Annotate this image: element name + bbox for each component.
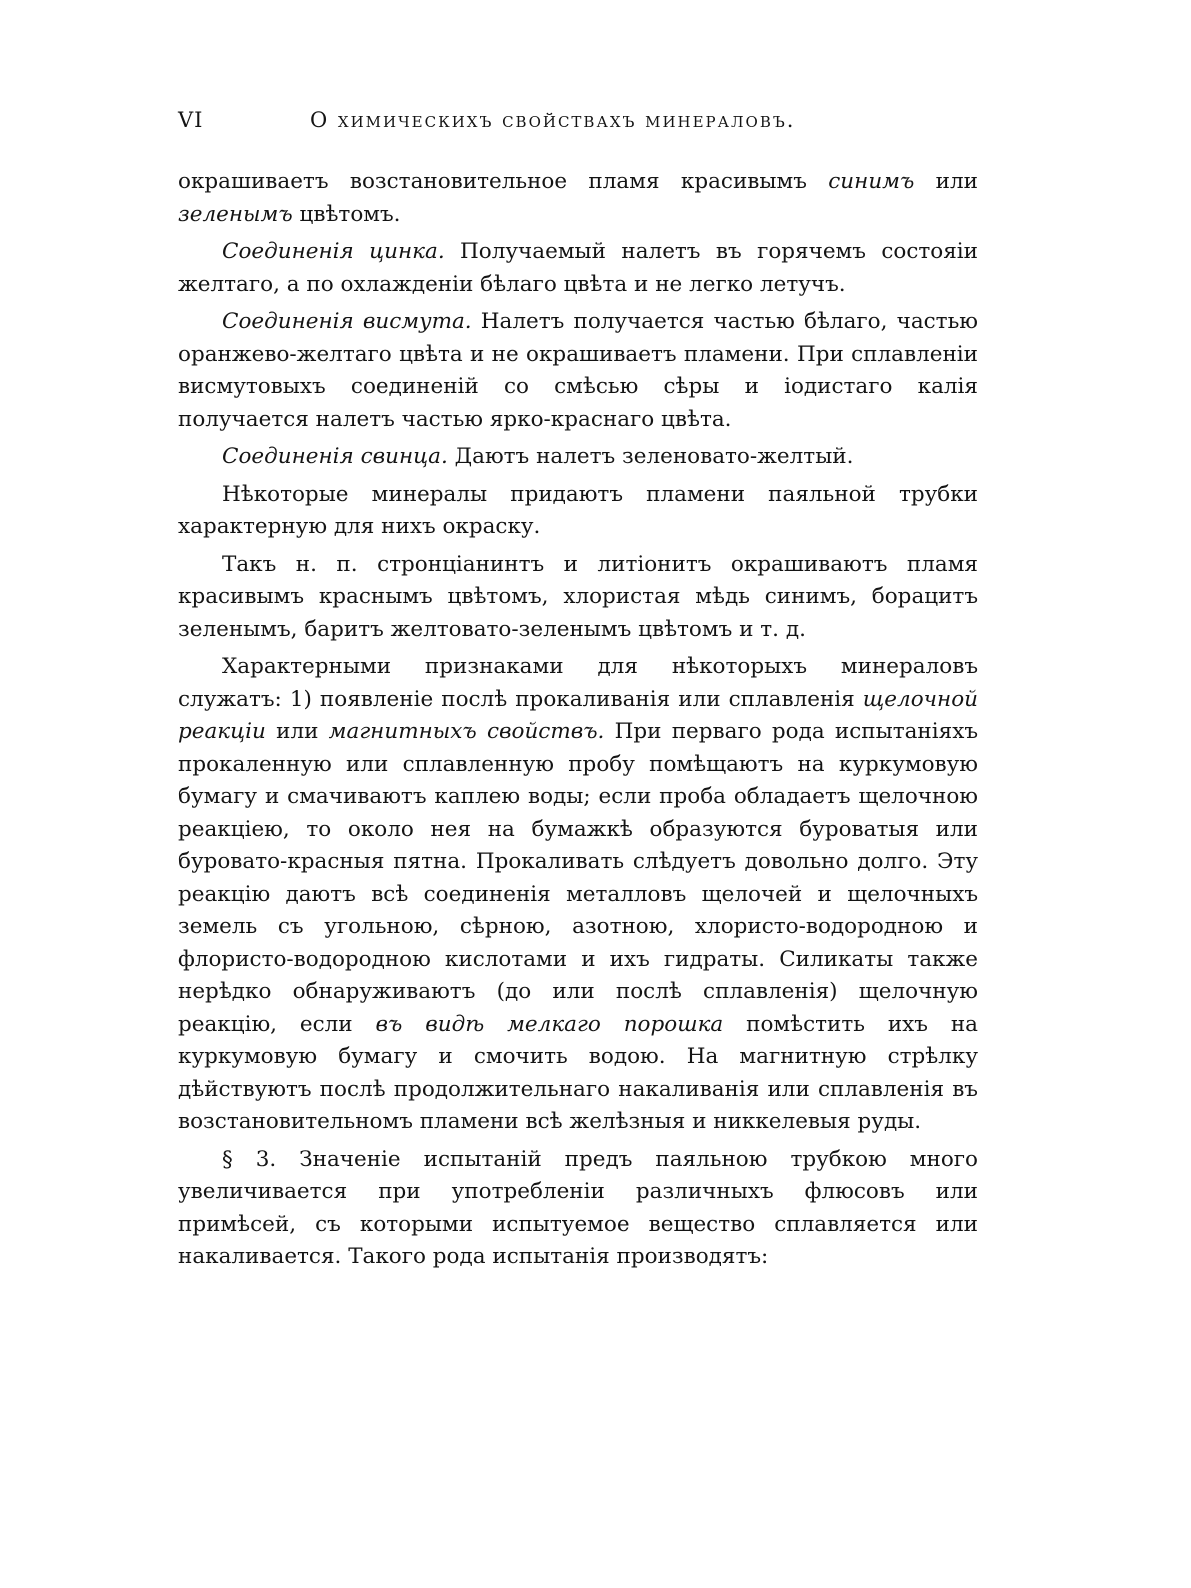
italic-term: синимъ [828, 169, 915, 194]
text-run: или [914, 169, 979, 194]
text-run: или [265, 719, 329, 744]
running-head [178, 108, 978, 148]
paragraph [178, 479, 978, 544]
section-heading-lead: Соединенія свинца. [222, 444, 448, 469]
text-run: окрашиваетъ возстановительное пламя красивымъ [178, 169, 829, 194]
body-text [178, 166, 978, 1274]
text-run: Даютъ налетъ зеленовато-желтый. [447, 444, 854, 469]
paragraph [178, 549, 978, 647]
section-heading-zinc: Соединенія цинка. [222, 239, 445, 264]
paragraph [178, 441, 978, 474]
text-run: При перваго рода испытаніяхъ прокаленную или сплавленную пробу помѣщаютъ на куркумовую бумагу и смачиваютъ каплею воды; если проба обладаетъ щелочною реакціею, то около нея на бумажкѣ образуются буроватыя или буровато-красныя пятна. Прокаливать слѣдуетъ довольно долго. Эту реакцію даютъ всѣ соединенія металловъ щелочей и щелочныхъ земель съ угольною, сѣрною, азотною, хлористо-водородною и флористо-водородною кислотами и ихъ гидраты. Силикаты также нерѣдко обнаруживаютъ (до или послѣ сплавленія) щелочную реакцію, если [178, 719, 978, 1037]
page-number: VI [178, 108, 204, 132]
paragraph [178, 306, 978, 436]
paragraph [178, 1144, 978, 1274]
text-run: Получаемый налетъ въ горячемъ состояіи желтаго, а по охлажденіи бѣлаго цвѣта и не легко летучъ. [178, 239, 978, 297]
section-heading-bismuth: Соединенія висмута. [222, 309, 472, 334]
text-run: помѣстить ихъ на куркумовую бумагу и смочить водою. На магнитную стрѣлку дѣйствуютъ послѣ продолжительнаго накаливанія или сплавленія въ возстановительномъ пламени всѣ желѣзныя и никкелевыя руды. [178, 1011, 979, 1134]
text-run: Характерными признаками для нѣкоторыхъ минераловъ служатъ: 1) появленіе послѣ прокаливанія или сплавленія [178, 654, 978, 712]
text-run: § 3. Значеніе испытаній предъ паяльною трубкою много увеличивается при употребленіи различныхъ флюсовъ или примѣсей, съ которыми испытуемое вещество сплавляется или накаливается. Такого рода испытанія производятъ: [178, 1146, 978, 1269]
text-run: Такъ н. п. стронціанинтъ и литіонитъ окрашиваютъ пламя красивымъ краснымъ цвѣтомъ, хлористая мѣдь синимъ, борацитъ зеленымъ, баритъ желтовато-зеленымъ цвѣтомъ и т. д. [178, 551, 978, 642]
italic-term: щелочной реакціи [178, 686, 978, 744]
text-run: цвѣтомъ. [292, 201, 401, 227]
italic-term: зеленымъ [178, 201, 293, 227]
italic-term: магнитныхъ свойствъ. [328, 719, 605, 744]
text-run: Нѣкоторые минералы придаютъ пламени паяльной трубки характерную для нихъ окраску. [178, 481, 978, 539]
paragraph [178, 651, 978, 1139]
running-title: О химическихъ свойствахъ минераловъ. [310, 108, 796, 132]
italic-term: въ видѣ мелкаго порошка [375, 1011, 724, 1037]
paragraph [178, 236, 978, 301]
text-run: Налетъ получается частью бѣлаго, частью оранжево-желтаго цвѣта и не окрашиваетъ пламени. При сплавленіи висмутовыхъ соединеній со смѣсью сѣры и іодистаго калія получается налетъ частью ярко-краснаго цвѣта. [178, 309, 978, 432]
paragraph [178, 166, 978, 231]
